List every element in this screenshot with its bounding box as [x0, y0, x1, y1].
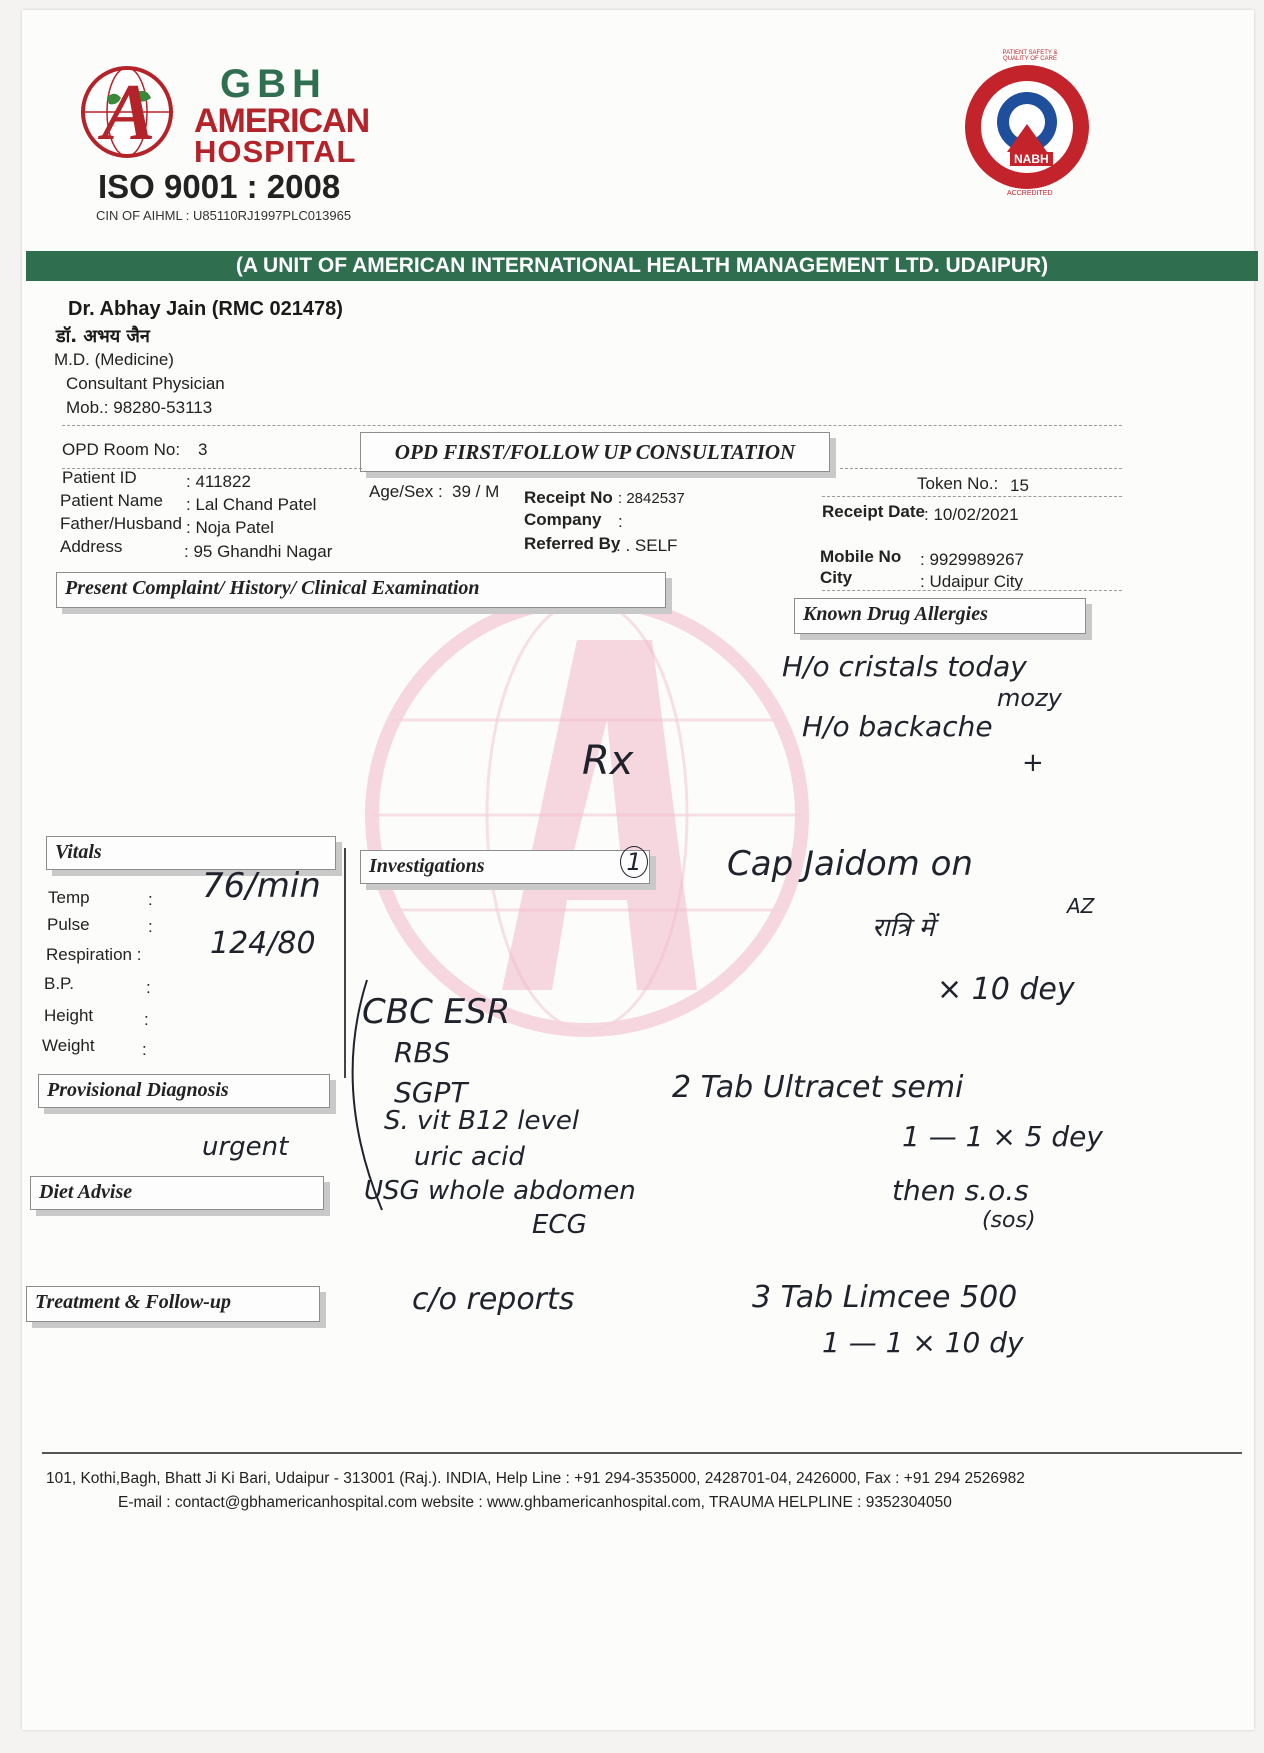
allergies-section-text: Known Drug Allergies [803, 603, 988, 625]
nabh-badge-icon [962, 62, 1092, 192]
consultation-title [360, 432, 830, 472]
company-label: Company [524, 510, 602, 529]
vital-pulse-label: Pulse [47, 915, 90, 934]
diet-section-title [30, 1176, 324, 1210]
footer-address: 101, Kothi,Bagh, Bhatt Ji Ki Bari, Udaipur - 313001 (Raj.). INDIA, Help Line : +91 294-3535000, 2428701-04, 2426000, Fax : +91 294 2526982 [46, 1470, 1025, 1487]
doctor-name: Dr. Abhay Jain (RMC 021478) [68, 298, 343, 320]
hospital-name-gbh: GBH [220, 62, 327, 106]
father-label: Father/Husband [60, 514, 182, 533]
diagnosis-section-text: Provisional Diagnosis [47, 1079, 229, 1101]
hw-med-2: 2 Tab Ultracet semi [672, 1070, 964, 1105]
doctor-mobile: Mob.: 98280-53113 [66, 398, 213, 417]
company-value: : [618, 512, 623, 531]
hw-med-3: 3 Tab Limcee 500 [752, 1280, 1018, 1315]
address-value: : 95 Ghandhi Nagar [184, 542, 333, 561]
hw-med-1c: रात्रि में [872, 913, 935, 943]
hw-inv-2: RBS [394, 1036, 451, 1069]
cin-number: CIN OF AIHML : U85110RJ1997PLC013965 [96, 208, 352, 223]
diagnosis-section-title [38, 1074, 330, 1108]
address-label: Address [60, 537, 123, 556]
prescription-page [22, 10, 1254, 1730]
vital-pulse-colon: : [148, 917, 153, 936]
patient-name-value: : Lal Chand Patel [186, 495, 317, 514]
father-value: : Noja Patel [186, 518, 274, 537]
hw-med-2b: 1 — 1 × 5 dey [902, 1120, 1103, 1153]
hw-inv-6: USG whole abdomen [364, 1176, 636, 1206]
opd-room-value: 3 [198, 440, 208, 459]
vital-height-colon: : [144, 1010, 149, 1029]
vitals-section-title [46, 836, 336, 870]
patient-id-value: : 411822 [186, 472, 251, 491]
vital-respiration-label: Respiration : [46, 945, 142, 964]
hw-inv-3: SGPT [394, 1076, 468, 1109]
hw-inv-8: c/o reports [412, 1282, 575, 1317]
vital-temp-colon: : [148, 890, 153, 909]
hw-inv-4: S. vit B12 level [384, 1106, 580, 1136]
hospital-name-hospital: HOSPITAL [194, 134, 357, 169]
hw-med-1b: AZ [1067, 894, 1095, 918]
hw-diagnosis: urgent [202, 1132, 289, 1162]
hw-med-1: Cap Jaidom on [727, 844, 973, 884]
hw-bracket-stroke [322, 970, 402, 1230]
iso-certification: ISO 9001 : 2008 [98, 168, 341, 205]
allergies-section-title [794, 598, 1086, 634]
watermark-logo [352, 580, 822, 1050]
city-value: : Udaipur City [920, 572, 1023, 591]
referred-value: : . SELF [616, 536, 678, 555]
nabh-accredited: ACCREDITED [1007, 190, 1053, 197]
receipt-no-value: : 2842537 [618, 490, 685, 507]
age-sex-label: Age/Sex : [369, 482, 443, 501]
hw-complaint-1b: mozy [997, 684, 1062, 712]
hw-rx: Rx [582, 738, 634, 784]
hw-inv-1: CBC ESR [362, 992, 511, 1032]
vital-height-label: Height [44, 1006, 94, 1025]
doctor-degree: M.D. (Medicine) [54, 350, 174, 369]
vital-bp-label: B.P. [44, 974, 74, 993]
hw-inv-5: uric acid [414, 1142, 525, 1172]
complaint-section-text: Present Complaint/ History/ Clinical Examination [65, 577, 480, 599]
unit-banner: (A UNIT OF AMERICAN INTERNATIONAL HEALTH MANAGEMENT LTD. UDAIPUR) [26, 251, 1258, 281]
hospital-name-american: AMERICAN [194, 102, 370, 140]
investigations-section-title [360, 850, 650, 884]
vital-bp-colon: : [146, 978, 151, 997]
vital-weight-label: Weight [42, 1036, 95, 1055]
hw-complaint-1: H/o cristals today [782, 650, 1027, 683]
treatment-section-title [26, 1286, 320, 1322]
receipt-date-label: Receipt Date [822, 502, 925, 521]
diet-section-text: Diet Advise [39, 1181, 133, 1203]
vital-weight-colon: : [142, 1040, 147, 1059]
hw-med-2c: then s.o.s [892, 1174, 1029, 1207]
referred-label: Referred By [524, 534, 621, 553]
city-label: City [820, 568, 853, 587]
token-value: 15 [1010, 476, 1029, 495]
hw-rx-number: 1 [620, 846, 648, 878]
receipt-no-label: Receipt No [524, 488, 613, 507]
hw-med-2d: (sos) [982, 1208, 1036, 1233]
patient-name-label: Patient Name [60, 491, 163, 510]
doctor-name-hindi: डॉ. अभय जैन [56, 326, 150, 347]
hw-bp-value: 124/80 [210, 926, 316, 961]
investigations-section-text: Investigations [369, 855, 485, 877]
age-sex-value: 39 / M [452, 482, 500, 501]
hw-complaint-2b: + [1022, 748, 1044, 778]
footer-contact: E-mail : contact@gbhamericanhospital.com website : www.ghbamericanhospital.com, TRAUMA HELPLINE : 9352304050 [118, 1494, 952, 1511]
logo-letter: A [102, 69, 156, 157]
opd-room-label: OPD Room No: [62, 440, 181, 459]
nabh-arc-text: PATIENT SAFETY & QUALITY OF CARE [1002, 50, 1058, 62]
treatment-section-text: Treatment & Follow-up [35, 1291, 231, 1313]
hw-med-1d: × 10 dey [937, 972, 1075, 1007]
hw-inv-7: ECG [532, 1210, 587, 1240]
doctor-title: Consultant Physician [66, 374, 225, 393]
token-label: Token No.: [917, 474, 999, 493]
nabh-label: NABH [1010, 152, 1053, 166]
consultation-title-text: OPD FIRST/FOLLOW UP CONSULTATION [394, 440, 796, 464]
vitals-section-text: Vitals [55, 841, 102, 863]
complaint-section-title [56, 572, 666, 608]
hw-med-3b: 1 — 1 × 10 dy [822, 1326, 1024, 1359]
hw-pulse-value: 76/min [202, 866, 321, 906]
mobile-value: : 9929989267 [920, 550, 1024, 569]
vital-temp-label: Temp [48, 888, 90, 907]
hw-complaint-2: H/o backache [802, 710, 993, 743]
mobile-label: Mobile No [820, 547, 902, 566]
receipt-date-value: : 10/02/2021 [924, 505, 1019, 524]
patient-id-label: Patient ID [62, 468, 137, 487]
